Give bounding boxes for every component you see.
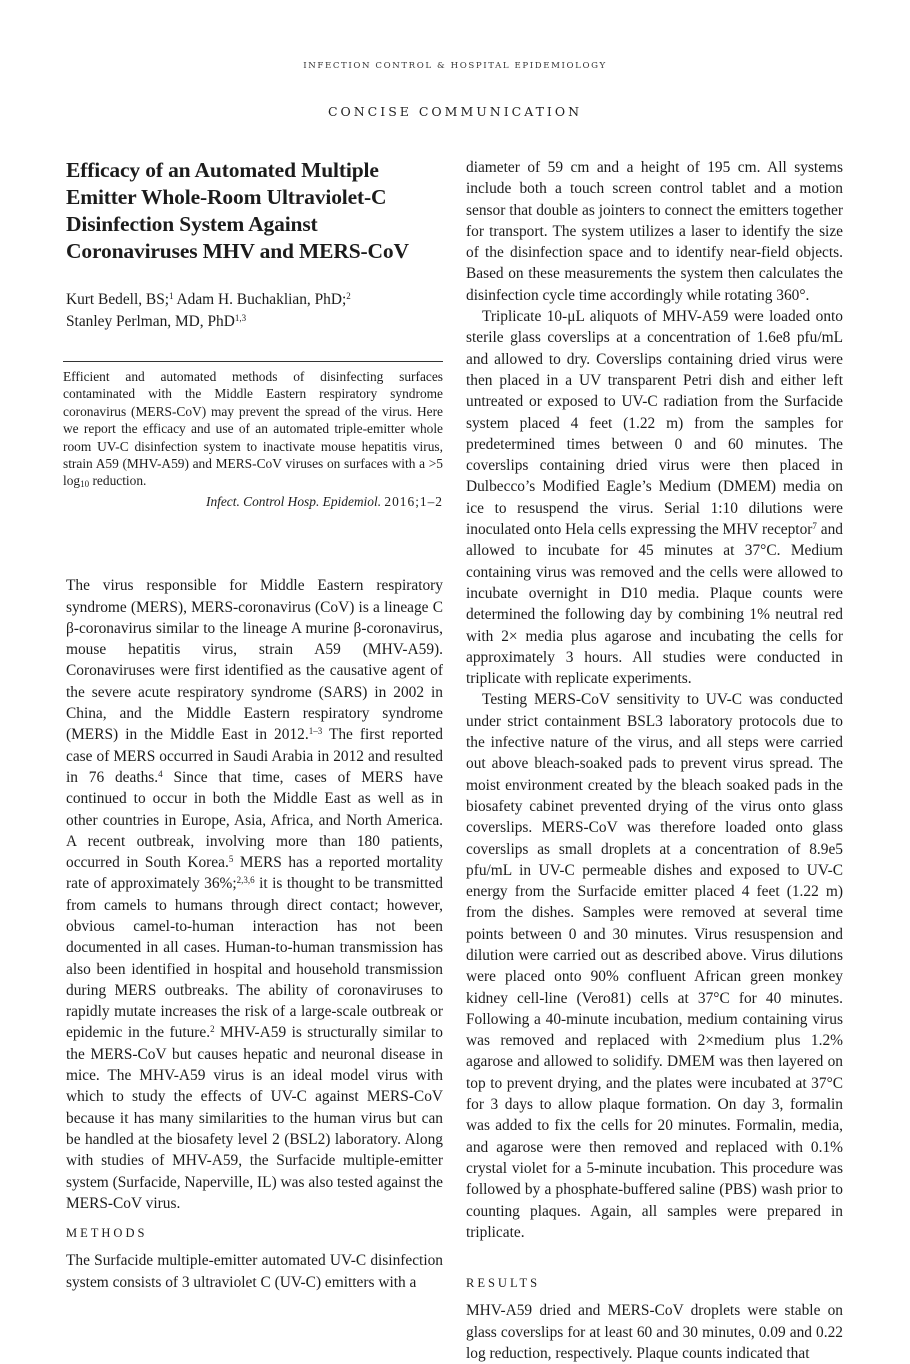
methods-paragraph-2: Triplicate 10-μL aliquots of MHV-A59 were loaded onto sterile glass coverslips at a concentration of 1.6e8 pfu/mL and allowed to dry. Coverslips containing dried virus were then placed in a UV transparent Petri dish and either left untreated or exposed to UV-C radiation from the Surfacide system placed 4 feet (1.22 m) from the samples for predetermined times between 0 and 60 minutes. The coverslips containing dried virus were then placed in Dulbecco’s Modified Eagle’s Medium (DMEM) media on ice to resuspend the virus. Serial 1:10 dilutions were inoculated onto Hela cells expressing the MHV receptor$^7$ and allowed to incubate for 45 minutes at 37°C. Medium containing virus was removed and the cells were allowed to incubate overnight in D10 media. Plaque counts were determined the following day by combining 1% neutral red with 2× media plus agarose and incubating the cells for approximately 3 hours. All studies were conducted in triplicate with replicate experiments. <box>466 308 844 688</box>
methods-paragraph-3: Testing MERS-CoV sensitivity to UV-C was conducted under strict containment BSL3 laboratory protocols due to the infective nature of the virus, and all steps were carried out above bleach-soaked pads to prevent virus spread. The moist environment created by the bleach soaked pads in the biosafety cabinet prevented drying of the virus onto glass coverslips. MERS-CoV was therefore loaded onto glass coverslips as small droplets at a concentration of 8.9e5 pfu/mL in UV-C permeable dishes and exposed to UV-C energy from the Surfacide emitter placed 4 feet (1.22 m) from the dishes. Samples were removed at several time points between 0 and 30 minutes. Virus resuspension and dilution were carried out as described above. Virus dilutions were placed onto 90% confluent African green monkey kidney cell-line (Vero81) cells at 37°C for 40 minutes. Following a 40-minute incubation, medium containing virus was removed and replaced with 2×medium plus 1.2% agarose and allowed to solidify. DMEM was then layered on top to prevent drying, and the plates were incubated at 37°C for 3 days to allow plaque formation. On day 3, formalin was added to fix the cells for 20 minutes. Formalin, media, and agarose were then removed and replaced with 0.1% crystal violet for a 5-minute incubation. This procedure was followed by a phosphate-buffered saline (PBS) wash prior to counting plaques. Again, all samples were prepared in triplicate. <box>466 691 843 1241</box>
author-name: Kurt Bedell, BS; <box>66 291 170 308</box>
reference-superscript: 7 <box>812 521 817 532</box>
abstract-subscript: 10 <box>80 479 90 490</box>
methods-paragraph-1: The Surfacide multiple-emitter automated UV-C disinfection system consists of 3 ultraviolet C (UV-C) emitters with a <box>66 1252 443 1291</box>
author-name: Stanley Perlman, MD, PhD <box>66 313 235 330</box>
citation <box>63 493 443 510</box>
reference-superscript: 4 <box>158 768 163 779</box>
introduction <box>66 575 443 1214</box>
author-affiliation: 1,3 <box>234 313 247 323</box>
reference-superscript: 5 <box>228 854 234 865</box>
citation-details: 2016;1–2 <box>384 493 443 509</box>
abstract-text: Efficient and automated methods of disinfecting surfaces contaminated with the Middle Eastern respiratory syndrome coronavirus (MERS-CoV) may prevent the spread of the virus. Here we report the efficacy and use of an automated triple-emitter whole room UV-C disinfection system to inactivate mouse hepatitis virus, strain A59 (MHV-A59) and MERS-CoV viruses on surfaces with a >5 log <box>63 369 443 489</box>
abstract-text-end: reduction. <box>89 473 147 489</box>
author-affiliation: 2 <box>346 291 351 301</box>
author-affiliation: 1 <box>169 291 174 301</box>
methods-heading: METHODS <box>66 1226 148 1241</box>
intro-paragraph: The virus responsible for Middle Eastern respiratory syndrome (MERS), MERS-coronavirus (CoV) is a lineage C β-coronavirus similar to the lineage A murine β-coronavirus, mouse hepatitis virus, strain A59 (MHV-A59). Coronaviruses were first identified as the causative agent of the severe acute respiratory syndrome (SARS) in 2002 in China, and the Middle Eastern respiratory syndrome (MERS) in the Middle East in 2012.$^{1-3}$ The first reported case of MERS occurred in Saudi Arabia in 2012 and resulted in 76 deaths.$^4$ Since that time, cases of MERS have continued to occur in both the Middle East as well as in other countries in Europe, Asia, Africa, and North America. A recent outbreak, involving more than 180 patients, occurred in South Korea.$^5$ MERS has a reported mortality rate of approximately 36%;$^{2,3,6}$ it is thought to be transmitted from camels to humans through direct contact; however, obvious camel-to-human interaction has not been documented in all cases. Human-to-human transmission has also been identified in hospital and household transmission during MERS outbreaks. The ability of coronaviruses to rapidly mutate increases the risk of a large-scale outbreak or epidemic in the future.$^2$ MHV-A59 is structurally similar to the MERS-CoV but causes hepatic and neuronal disease in mice. The MHV-A59 virus is an ideal model virus with which to study the effects of UV-C against MERS-CoV because it has many similarities to the human virus but can be handled at the biosafety level 2 (BSL2) laboratory. Along with studies of MHV-A59, the Surfacide multiple-emitter system (Surfacide, Naperville, IL) was also tested against the MERS-CoV virus. <box>66 577 443 1212</box>
reference-superscript: 2,3,6 <box>236 875 255 886</box>
journal-name: INFECTION CONTROL & HOSPITAL EPIDEMIOLOGY <box>303 61 607 71</box>
citation-journal: Infect. Control Hosp. Epidemiol. <box>205 493 382 509</box>
results-heading: RESULTS <box>466 1276 541 1291</box>
author-list <box>66 289 443 333</box>
article-title: Efficacy of an Automated Multiple Emitter Whole-Room Ultraviolet-C Disinfection System Against Coronaviruses MHV and MERS-CoV <box>66 158 409 263</box>
reference-superscript: 2 <box>210 1024 215 1035</box>
section-label: CONCISE COMMUNICATION <box>327 104 583 119</box>
results-paragraph-1: MHV-A59 dried and MERS-CoV droplets were stable on glass coverslips for at least 60 and 30 minutes, 0.09 and 0.22 log reduction, respectively. Plaque counts indicated that <box>466 1302 843 1363</box>
reference-superscript: 1–3 <box>308 726 323 737</box>
author-name: Adam H. Buchaklian, PhD; <box>176 291 347 308</box>
right-column <box>466 157 843 1364</box>
left-column <box>63 157 443 1293</box>
methods-paragraph-1-continued: diameter of 59 cm and a height of 195 cm. All systems include both a touch screen control tablet and a motion sensor that double as jointers to connect the emitters together for transport. The system utilizes a laser to identify the size of the disinfection space and to identify near-field objects. Based on these measurements the system then calculates the disinfection cycle time accordingly while rotating 360°. <box>466 159 843 304</box>
abstract <box>63 361 443 510</box>
